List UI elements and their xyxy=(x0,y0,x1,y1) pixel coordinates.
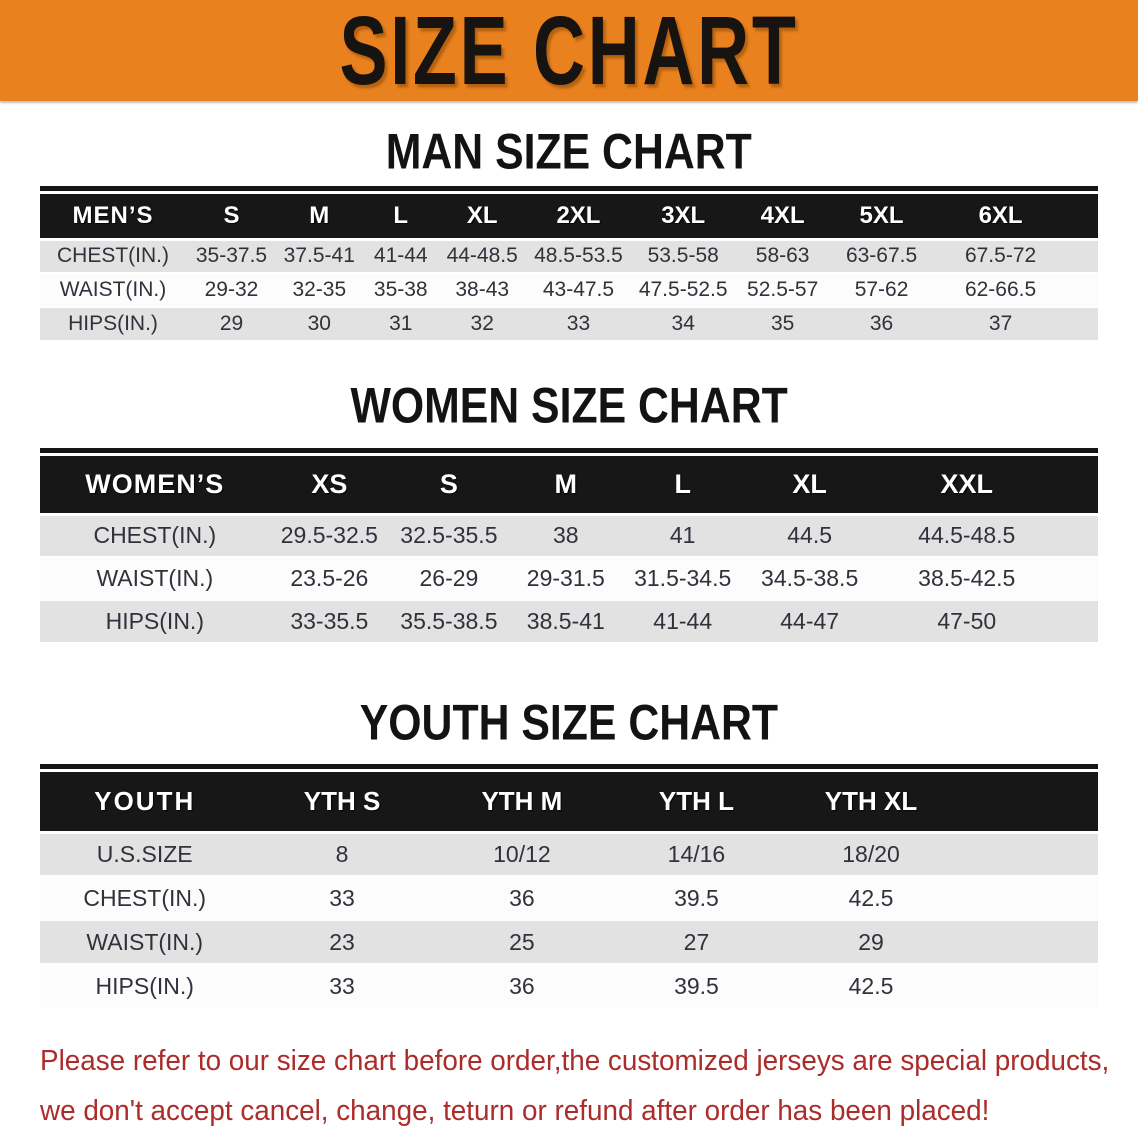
men-header-row xyxy=(40,194,1098,239)
size-value: 36 xyxy=(509,972,535,999)
size-value: 35 xyxy=(770,312,795,335)
size-value: 36 xyxy=(509,884,535,911)
col-header: XS xyxy=(311,468,348,499)
size-value: 38.5-41 xyxy=(526,608,605,634)
spacer-cell xyxy=(958,832,1098,876)
size-value: 41-44 xyxy=(373,244,428,268)
size-value: 34.5-38.5 xyxy=(761,565,859,591)
size-value: 57-62 xyxy=(854,278,909,301)
col-header: XXL xyxy=(940,468,994,499)
size-value: 14/16 xyxy=(667,840,726,867)
men-size-table xyxy=(40,186,1098,342)
spacer-cell xyxy=(1057,557,1098,600)
banner-title: SIZE CHART xyxy=(339,0,799,105)
size-value: 38-43 xyxy=(455,278,510,301)
size-value: 30 xyxy=(307,312,331,335)
disclaimer-line-1: Please refer to our size chart before order,the customized jerseys are special products, xyxy=(40,1045,1110,1077)
spacer-cell xyxy=(1069,239,1098,273)
size-value: 23.5-26 xyxy=(290,565,369,591)
youth-header-row xyxy=(40,772,1098,832)
col-header: S xyxy=(223,201,240,229)
col-header: S xyxy=(439,468,458,499)
spacer-cell xyxy=(1057,600,1098,643)
size-value: 48.5-53.5 xyxy=(534,244,623,268)
size-value: 27 xyxy=(683,928,710,955)
size-value: 32.5-35.5 xyxy=(400,522,498,549)
col-header: YTH L xyxy=(658,785,734,816)
col-header: XL xyxy=(466,201,498,229)
spacer-cell xyxy=(1069,307,1098,341)
size-value: 25 xyxy=(509,928,535,955)
table-row xyxy=(40,239,1098,273)
size-value: 53.5-58 xyxy=(647,244,719,268)
row-label: CHEST(IN.) xyxy=(93,522,217,549)
spacer-cell xyxy=(958,920,1098,964)
col-header: YTH M xyxy=(481,785,563,816)
table-top-border xyxy=(40,448,1098,453)
spacer-cell xyxy=(1069,194,1098,239)
row-label: CHEST(IN.) xyxy=(57,244,169,268)
size-value: 67.5-72 xyxy=(964,244,1037,268)
size-value: 23 xyxy=(329,928,355,955)
table-row xyxy=(40,273,1098,307)
size-value: 36 xyxy=(869,312,894,335)
spacer-cell xyxy=(1057,514,1098,557)
youth-size-table xyxy=(40,764,1098,1009)
women-size-table xyxy=(40,448,1098,644)
size-value: 10/12 xyxy=(493,840,551,867)
size-value: 31.5-34.5 xyxy=(634,565,732,591)
table-top-border xyxy=(40,764,1098,769)
size-value: 43-47.5 xyxy=(542,278,615,301)
size-value: 37.5-41 xyxy=(283,244,355,268)
youth-section-title xyxy=(0,695,1138,749)
row-label: HIPS(IN.) xyxy=(95,972,194,999)
youth-section-title-text: YOUTH SIZE CHART xyxy=(359,693,779,751)
size-value: 47.5-52.5 xyxy=(638,278,728,301)
size-value: 33 xyxy=(329,884,355,911)
size-value: 44.5-48.5 xyxy=(918,522,1016,549)
row-label: WAIST(IN.) xyxy=(59,278,167,301)
col-header: 3XL xyxy=(661,201,706,229)
spacer-cell xyxy=(1057,456,1098,514)
col-header: YTH XL xyxy=(824,785,918,816)
size-value: 26-29 xyxy=(419,565,479,591)
row-label: HIPS(IN.) xyxy=(105,608,204,634)
row-label: WAIST(IN.) xyxy=(86,928,204,955)
women-header-row xyxy=(40,456,1098,514)
women-corner-label: WOMEN’S xyxy=(85,468,225,499)
disclaimer-line-2: we don't accept cancel, change, teturn or refund after order has been placed! xyxy=(40,1095,990,1127)
row-label: U.S.SIZE xyxy=(96,840,193,867)
size-value: 32 xyxy=(470,312,494,335)
size-value: 29-31.5 xyxy=(526,565,605,591)
spacer-cell xyxy=(958,964,1098,1008)
men-corner-label: MEN’S xyxy=(72,201,154,229)
size-value: 47-50 xyxy=(937,608,997,634)
size-value: 44-47 xyxy=(780,608,840,634)
size-value: 39.5 xyxy=(674,884,719,911)
size-value: 39.5 xyxy=(674,972,719,999)
table-row xyxy=(40,876,1098,920)
size-value: 52.5-57 xyxy=(747,278,819,301)
table-row xyxy=(40,964,1098,1008)
table-row xyxy=(40,514,1098,557)
col-header: M xyxy=(309,201,330,229)
size-value: 18/20 xyxy=(842,840,900,867)
size-value: 8 xyxy=(335,840,349,867)
size-value: 63-67.5 xyxy=(845,244,918,268)
row-label: HIPS(IN.) xyxy=(68,312,158,335)
size-value: 44-48.5 xyxy=(446,244,518,268)
table-row xyxy=(40,920,1098,964)
size-value: 34 xyxy=(671,312,695,335)
col-header: 6XL xyxy=(978,201,1023,229)
size-value: 62-66.5 xyxy=(964,278,1037,301)
size-value: 35-38 xyxy=(373,278,428,301)
banner xyxy=(0,0,1138,105)
col-header: XL xyxy=(792,468,827,499)
size-value: 38 xyxy=(553,522,579,549)
youth-corner-label: YOUTH xyxy=(94,785,196,816)
col-header: 2XL xyxy=(556,201,601,229)
col-header: L xyxy=(393,201,409,229)
women-section-title-text: WOMEN SIZE CHART xyxy=(350,376,788,434)
size-value: 58-63 xyxy=(755,244,810,268)
size-value: 33-35.5 xyxy=(290,608,369,634)
disclaimer-text xyxy=(40,1036,1138,1132)
size-value: 29 xyxy=(858,928,884,955)
spacer-cell xyxy=(1069,273,1098,307)
col-header: M xyxy=(554,468,578,499)
row-label: CHEST(IN.) xyxy=(83,884,207,911)
size-value: 32-35 xyxy=(292,278,347,301)
size-value: 38.5-42.5 xyxy=(918,565,1016,591)
table-row xyxy=(40,307,1098,341)
size-value: 33 xyxy=(566,312,591,335)
size-value: 29.5-32.5 xyxy=(280,522,378,549)
col-header: 5XL xyxy=(859,201,904,229)
table-row xyxy=(40,557,1098,600)
row-label: WAIST(IN.) xyxy=(96,565,214,591)
table-top-border xyxy=(40,186,1098,191)
size-value: 42.5 xyxy=(848,972,894,999)
size-value: 35.5-38.5 xyxy=(400,608,498,634)
spacer-cell xyxy=(958,772,1098,832)
size-value: 29 xyxy=(219,312,244,335)
col-header: YTH S xyxy=(303,785,381,816)
col-header: L xyxy=(674,468,691,499)
man-section-title xyxy=(0,124,1138,178)
size-value: 42.5 xyxy=(848,884,894,911)
size-value: 35-37.5 xyxy=(195,244,268,268)
women-section-title xyxy=(0,378,1138,432)
table-row xyxy=(40,600,1098,643)
col-header: 4XL xyxy=(760,201,805,229)
size-value: 31 xyxy=(389,312,413,335)
size-value: 44.5 xyxy=(787,522,833,549)
size-value: 37 xyxy=(988,312,1013,335)
size-value: 41-44 xyxy=(653,608,713,634)
spacer-cell xyxy=(958,876,1098,920)
man-section-title-text: MAN SIZE CHART xyxy=(385,122,752,180)
size-value: 29-32 xyxy=(204,278,259,301)
table-row xyxy=(40,832,1098,876)
size-value: 41 xyxy=(669,522,696,549)
size-value: 33 xyxy=(329,972,355,999)
